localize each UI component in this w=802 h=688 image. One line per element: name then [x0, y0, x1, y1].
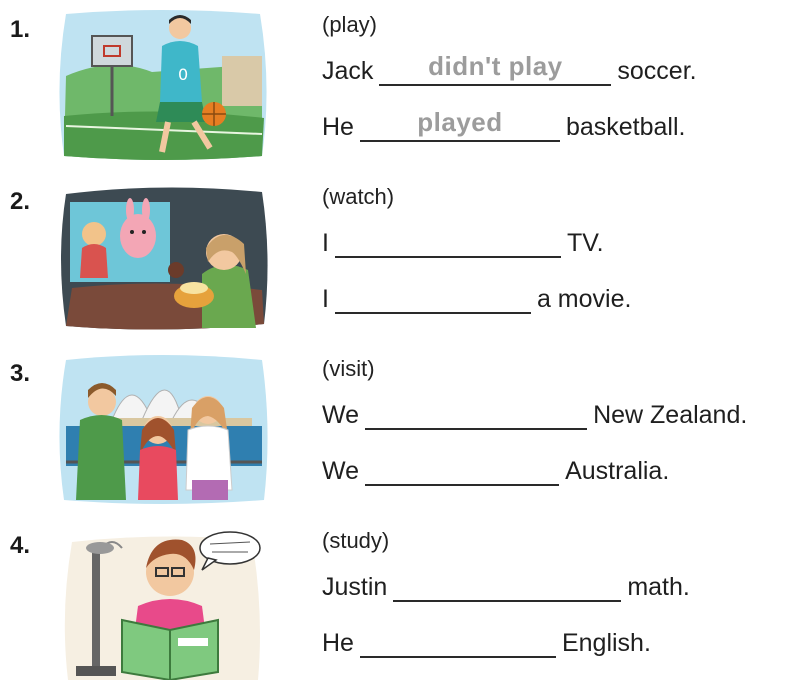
sentence-end: TV. [566, 229, 604, 257]
exercise-number: 4. [10, 532, 31, 559]
exercise-4 [0, 516, 802, 688]
sentence-start: He [322, 113, 354, 141]
boy-studying-illustration [52, 522, 274, 680]
sentence-start: He [322, 629, 354, 657]
exercise-number: 1. [10, 16, 31, 43]
sentence-2 [322, 107, 686, 142]
exercise-2 [0, 172, 802, 344]
exercise-3 [0, 344, 802, 516]
exercise-number: 2. [10, 188, 31, 215]
exercise-1 [0, 0, 802, 172]
verb-prompt: (study) [322, 528, 390, 553]
sentence-end: a movie. [536, 285, 632, 313]
verb-prompt: (watch) [322, 184, 395, 209]
sentence-end: soccer. [617, 57, 697, 85]
sentence-end: basketball. [565, 113, 686, 141]
watching-tv-illustration [52, 178, 274, 336]
sentence-start: I [322, 285, 329, 313]
answer-blank[interactable] [360, 628, 556, 658]
exercise-number: 3. [10, 360, 31, 387]
sentence-start: Jack [322, 57, 374, 85]
sentence-1 [322, 572, 690, 602]
sentence-1 [322, 51, 697, 86]
sentence-1 [322, 228, 604, 258]
answer-blank[interactable] [393, 572, 621, 602]
sentence-end: English. [561, 629, 651, 657]
answer-text: played [417, 107, 503, 137]
sentence-end: math. [627, 573, 690, 601]
svg-text:0: 0 [178, 65, 189, 84]
sentence-2 [322, 456, 669, 486]
answer-blank[interactable] [365, 400, 587, 430]
verb-prompt: (play) [322, 12, 378, 37]
basketball-player-illustration [52, 6, 274, 164]
sentence-start: We [322, 457, 360, 485]
sentence-2 [322, 628, 651, 658]
sentence-end: New Zealand. [593, 401, 748, 429]
answer-blank[interactable] [365, 456, 559, 486]
sydney-opera-house-illustration [52, 350, 274, 508]
sentence-start: We [322, 401, 360, 429]
sentence-start: I [322, 229, 329, 257]
sentence-2 [322, 284, 631, 314]
answer-blank[interactable] [360, 107, 560, 142]
sentence-1 [322, 400, 747, 430]
answer-blank[interactable] [335, 284, 531, 314]
sentence-end: Australia. [565, 457, 670, 485]
verb-prompt: (visit) [322, 356, 375, 381]
answer-blank[interactable] [379, 51, 611, 86]
sentence-start: Justin [322, 573, 388, 601]
answer-text: didn't play [428, 51, 563, 81]
answer-blank[interactable] [335, 228, 561, 258]
